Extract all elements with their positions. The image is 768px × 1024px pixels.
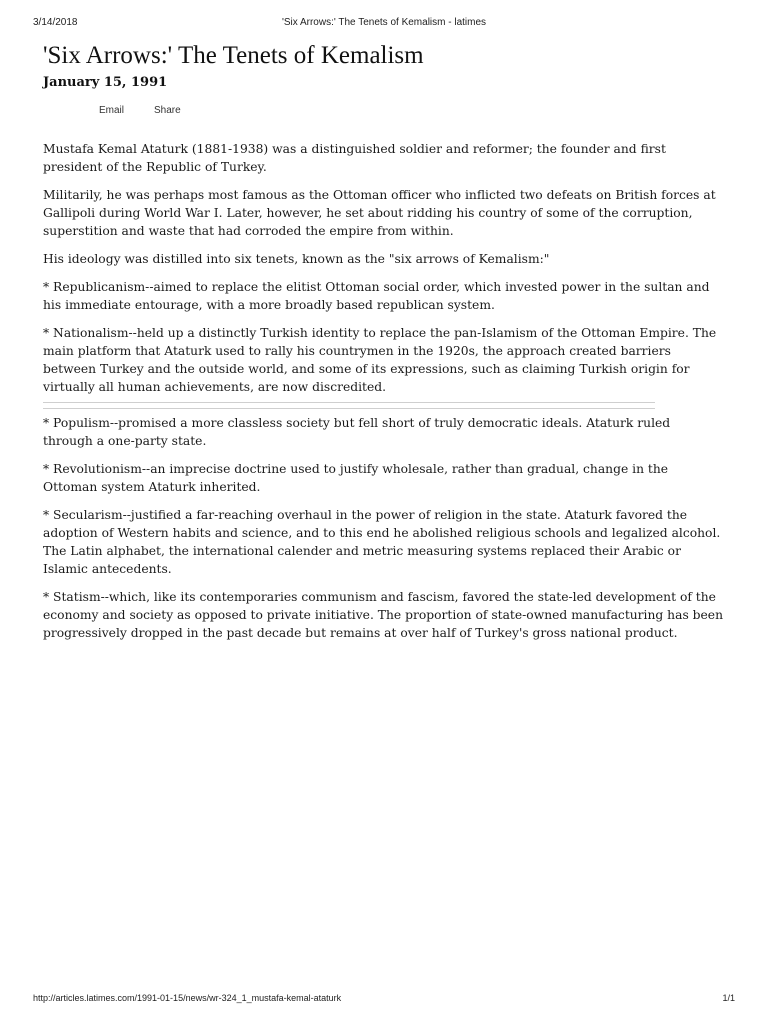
article-headline: 'Six Arrows:' The Tenets of Kemalism — [43, 42, 424, 69]
divider — [43, 402, 655, 409]
page-number: 1/1 — [722, 993, 735, 1003]
print-footer — [33, 993, 735, 1007]
paragraph-statism: * Statism--which, like its contemporaries communism and fascism, favored the state-led development of the economy and society as opposed to private initiative. The proportion of state-owned manufacturing has been progressively dropped in the past decade but remains at over half of Turkey's gross national product. — [43, 590, 724, 640]
article-body — [43, 140, 723, 642]
print-url: http://articles.latimes.com/1991-01-15/news/wr-324_1_mustafa-kemal-ataturk — [33, 993, 342, 1003]
paragraph-nationalism: * Nationalism--held up a distinctly Turkish identity to replace the pan-Islamism of the Ottoman Empire. The main platform that Ataturk used to rally his countrymen in the 1920s, the approach created barriers between Turkey and the outside world, and some of its expressions, such as claiming Turkish origin for virtually all human achievements, are now discredited. — [43, 326, 717, 394]
print-page-title: 'Six Arrows:' The Tenets of Kemalism - latimes — [281, 17, 487, 28]
paragraph-military: Militarily, he was perhaps most famous as the Ottoman officer who inflicted two defeats on British forces at Gallipoli during World War I. Later, however, he set about ridding his country of some of the corruption, superstition and waste that had corroded the empire from within. — [43, 188, 716, 238]
share-toolbar — [43, 105, 723, 123]
paragraph-republicanism: * Republicanism--aimed to replace the elitist Ottoman social order, which invested power in the sultan and his immediate entourage, with a more broadly based republican system. — [43, 280, 710, 312]
paragraph-populism: * Populism--promised a more classless society but fell short of truly democratic ideals. Ataturk ruled through a one-party state. — [43, 416, 671, 448]
share-button[interactable]: Share — [154, 105, 181, 116]
paragraph-ideology: His ideology was distilled into six tenets, known as the "six arrows of Kemalism:" — [43, 252, 550, 266]
email-button[interactable]: Email — [99, 105, 125, 116]
paragraph-revolutionism: * Revolutionism--an imprecise doctrine used to justify wholesale, rather than gradual, change in the Ottoman system Ataturk inherited. — [43, 462, 669, 494]
print-date: 3/14/2018 — [33, 17, 78, 28]
article-date: January 15, 1991 — [43, 75, 168, 90]
article — [43, 40, 723, 652]
paragraph-secularism: * Secularism--justified a far-reaching overhaul in the power of religion in the state. Ataturk favored the adoption of Western habits and science, and to this end he abolished religious schools and legalized alcohol. The Latin alphabet, the international calender and metric measuring systems replaced their Arabic or Islamic antecedents. — [43, 508, 721, 576]
print-header — [33, 17, 735, 31]
paragraph-intro: Mustafa Kemal Ataturk (1881-1938) was a distinguished soldier and reformer; the founder and first president of the Republic of Turkey. — [43, 142, 666, 174]
